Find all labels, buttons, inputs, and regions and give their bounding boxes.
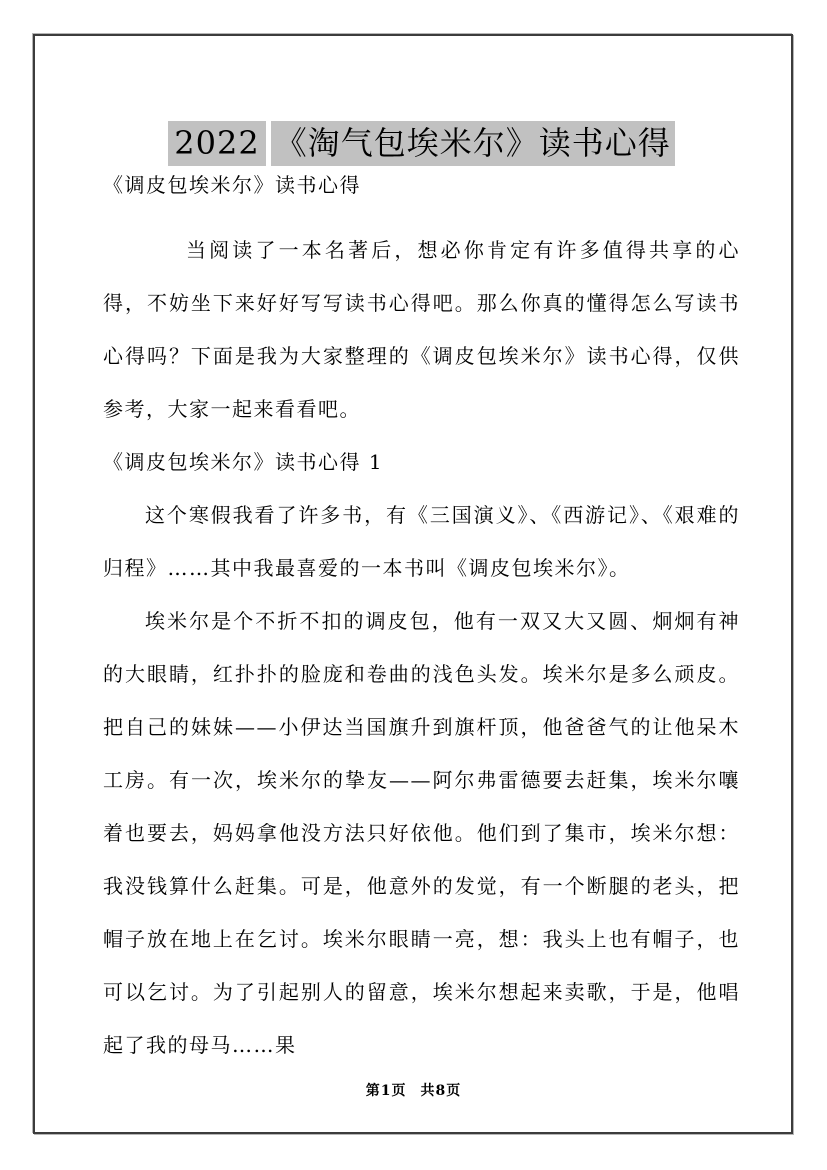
document-body [103,159,740,1072]
paragraph: 《调皮包埃米尔》读书心得 [103,173,361,197]
paragraph: 当阅读了一本名著后，想必你肯定有许多值得共享的心得，不妨坐下来好好写写读书心得吧。那么你真的懂得怎么写读书心得吗？下面是我为大家整理的《调皮包埃米尔》读书心得，仅供参考，大家一起来看看吧。 [103,238,740,421]
title-year-highlight: 2022 [168,121,265,166]
paragraph: 《调皮包埃米尔》读书心得 1 [103,450,384,474]
footer-total-pages: 共8页 [420,1083,462,1099]
title-text-highlight: 《淘气包埃米尔》读书心得 [271,121,675,166]
paragraph: 这个寒假我看了许多书，有《三国演义》、《西游记》、《艰难的归程》……其中我最喜爱的一本书叫《调皮包埃米尔》。 [103,503,740,580]
paragraph: 埃米尔是个不折不扣的调皮包，他有一双又大又圆、炯炯有神的大眼睛，红扑扑的脸庞和卷曲的浅色头发。埃米尔是多么顽皮。把自己的妹妹——小伊达当国旗升到旗杆顶，他爸爸气的让他呆木工房。有一次，埃米尔的挚友——阿尔弗雷德要去赶集，埃米尔嚷着也要去，妈妈拿他没方法只好依他。他们到了集市，埃米尔想：我没钱算什么赶集。可是，他意外的发觉，有一个断腿的老头，把帽子放在地上在乞讨。埃米尔眼睛一亮，想：我头上也有帽子，也可以乞讨。为了引起别人的留意，埃米尔想起来卖歌，于是，他唱起了我的母马……果 [103,609,740,1057]
footer-current-page: 第1页 [365,1083,407,1099]
page-footer [0,1080,827,1100]
